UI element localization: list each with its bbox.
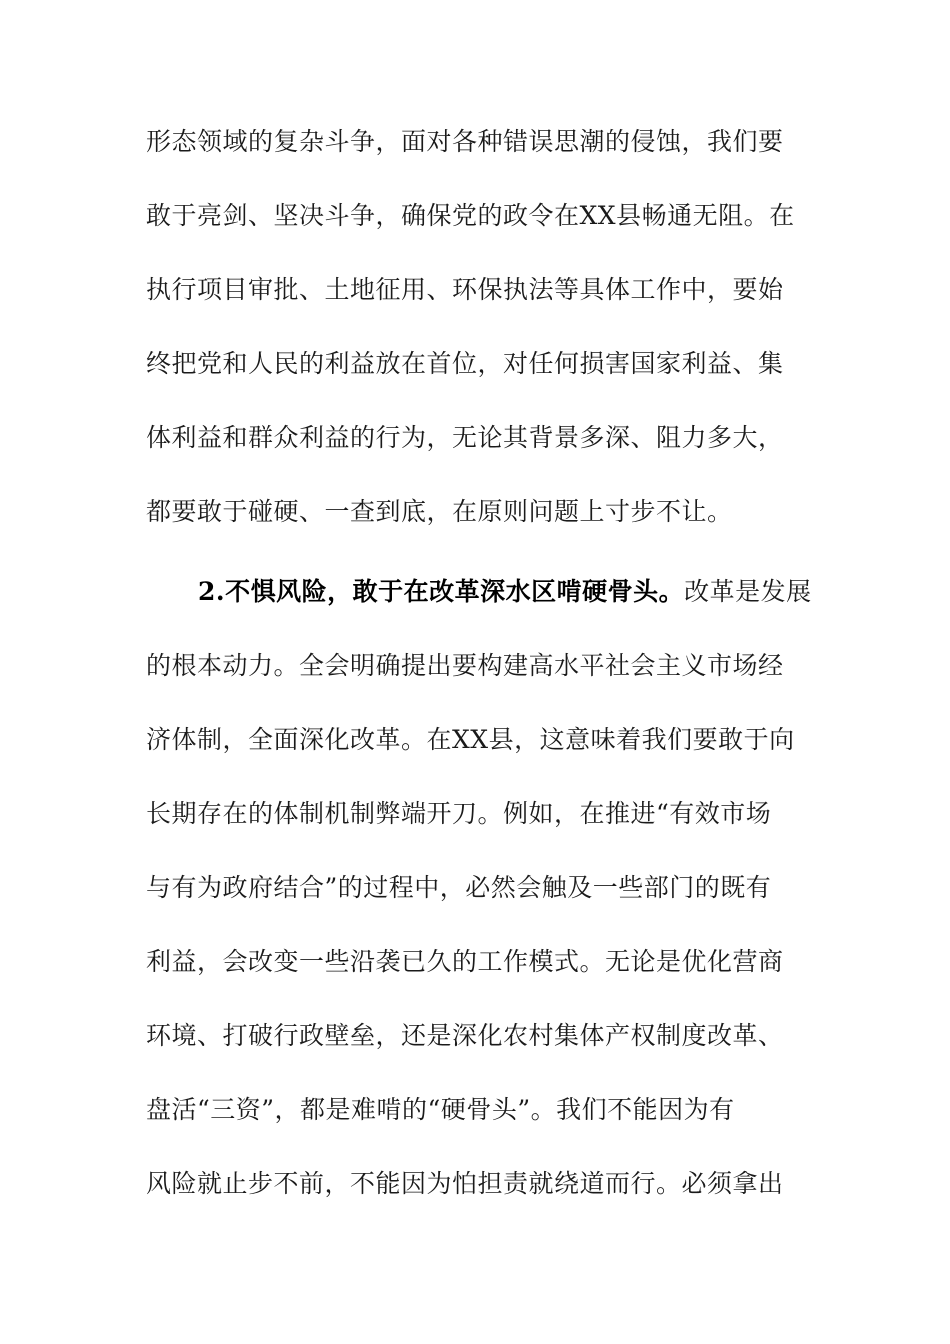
paragraph-2-line-4: 长期存在的体制机制弊端开刀。例如，在推进“有效市场 <box>146 799 772 828</box>
paragraph-1-line-4: 终把党和人民的利益放在首位，对任何损害国家利益、集 <box>146 349 784 378</box>
paragraph-2-line-6: 利益，会改变一些沿袭已久的工作模式。无论是优化营商 <box>146 947 784 976</box>
paragraph-2-line-7: 环境、打破行政壁垒，还是深化农村集体产权制度改革、 <box>146 1021 784 1050</box>
paragraph-1-line-3: 执行项目审批、土地征用、环保执法等具体工作中，要始 <box>146 275 784 304</box>
paragraph-1-line-2: 敢于亮剑、坚决斗争，确保党的政令在XX县畅通无阻。在 <box>146 201 795 230</box>
paragraph-1-line-1: 形态领域的复杂斗争，面对各种错误思潮的侵蚀，我们要 <box>146 127 784 156</box>
paragraph-2-first-line <box>198 574 812 610</box>
paragraph-2-first-line-rest: 改革是发展 <box>684 577 812 606</box>
paragraph-2-line-3: 济体制，全面深化改革。在XX县，这意味着我们要敢于向 <box>146 725 795 754</box>
paragraph-2-line-5: 与有为政府结合”的过程中，必然会触及一些部门的既有 <box>146 873 772 902</box>
section-heading: 2.不惧风险，敢于在改革深水区啃硬骨头。 <box>198 577 685 606</box>
paragraph-2-line-8: 盘活“三资”，都是难啃的“硬骨头”。我们不能因为有 <box>146 1095 735 1124</box>
paragraph-2-line-9: 风险就止步不前，不能因为怕担责就绕道而行。必须拿出 <box>146 1169 784 1198</box>
paragraph-1-line-6: 都要敢于碰硬、一查到底，在原则问题上寸步不让。 <box>146 497 733 526</box>
paragraph-2-line-2: 的根本动力。全会明确提出要构建高水平社会主义市场经 <box>146 651 784 680</box>
paragraph-1-line-5: 体利益和群众利益的行为，无论其背景多深、阻力多大， <box>146 423 784 452</box>
